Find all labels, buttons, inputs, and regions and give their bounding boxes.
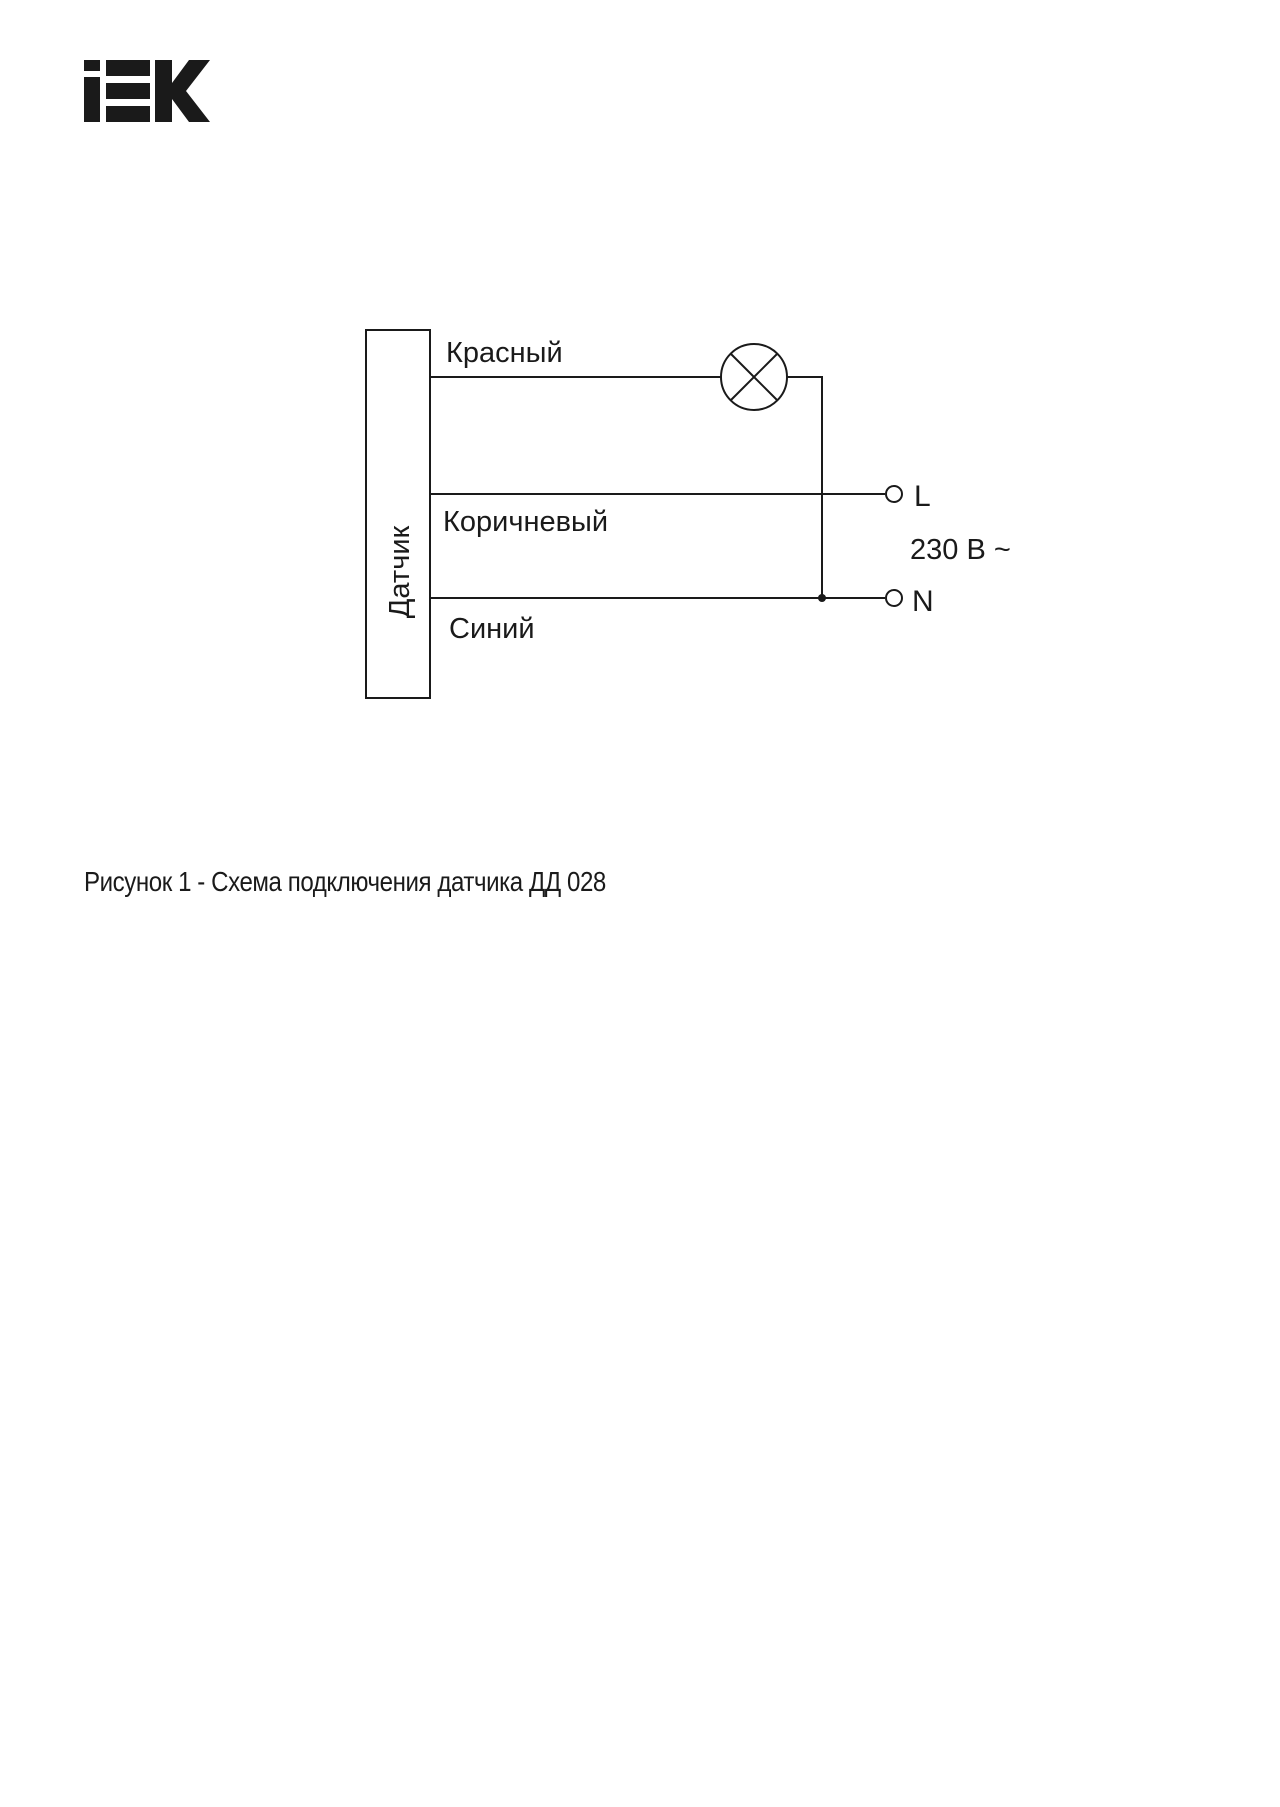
terminal-n-label: N [912,585,934,618]
figure-caption: Рисунок 1 - Схема подключения датчика ДД 028 [84,866,606,897]
sensor-label: Датчик [384,525,416,619]
lamp-return-wire [787,377,822,598]
terminal-l-icon [886,486,902,502]
terminal-l-label: L [914,480,931,513]
terminal-n-icon [886,590,902,606]
junction-dot-icon [818,594,826,602]
sensor-box [366,330,430,698]
brown-wire-label: Коричневый [443,506,609,538]
voltage-label: 230 В ~ [910,534,1011,566]
blue-wire-label: Синий [449,613,535,645]
red-wire-label: Красный [446,337,563,369]
lamp-icon [721,344,787,410]
wiring-diagram [0,0,1280,800]
